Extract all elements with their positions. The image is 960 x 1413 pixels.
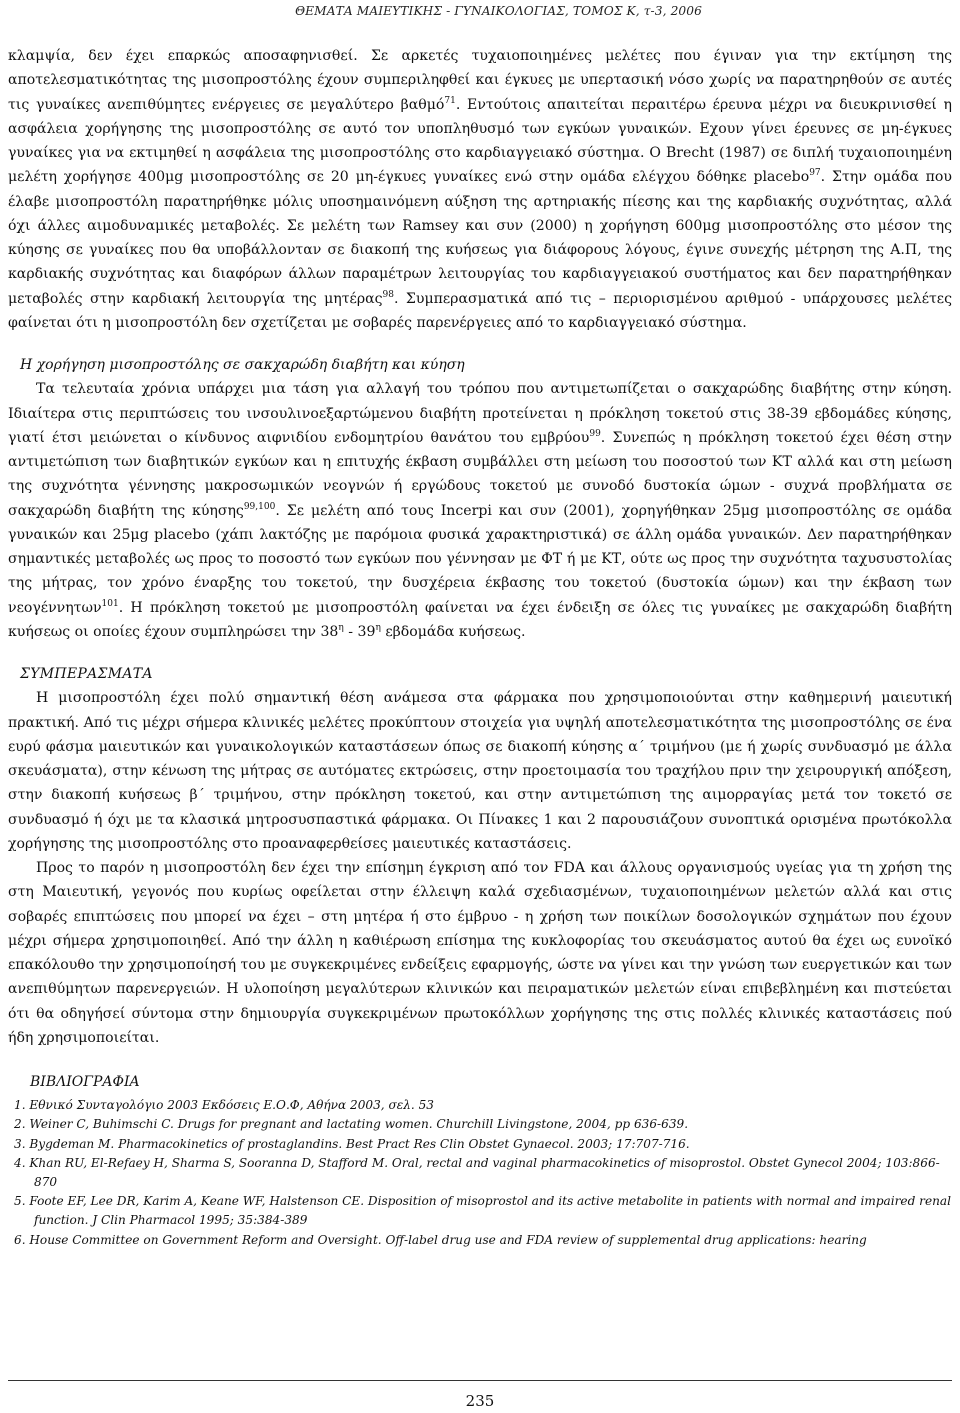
section-heading-diabetes: Η χορήγηση μισοπροστόλης σε σακχαρώδη διαβήτη και κύηση [20,357,465,373]
page-number: 235 [465,1392,495,1410]
running-header: ΘΕΜΑΤΑ ΜΑΙΕΥΤΙΚΗΣ - ΓΥΝΑΙΚΟΛΟΓΙΑΣ, ΤΟΜΟΣ Κ, τ-3, 2006 [295,4,702,18]
reference-item: 3. Bygdeman M. Pharmacokinetics of prostaglandins. Best Pract Res Clin Obstet Gynaecol. 2003; 17:707-716. [14,1136,690,1151]
reference-item: 4. Khan RU, El-Refaey H, Sharma S, Sooranna D, Stafford M. Oral, rectal and vaginal pharmacokinetics of misoprostol. Obstet Gynecol 2004; 103:866-870 [14,1155,940,1190]
text-run: κλαμψία, δεν έχει επαρκώς αποσαφηνισθεί. Σε αρκετές τυχαιοποιημένες μελέτες που έγιναν για την εκτίμηση της αποτελεσματικότητας της μισοπροστόλης έχουν συμπεριληφθεί και έγκυες με υπερτασική νόσο χωρίς να παρατηρηθούν σε αυτές τις γυναίκες ανεπιθύμητες ενέργειες σε μεγαλύτερο βαθμό [8,48,952,113]
text-run: . Στην ομάδα που έλαβε μισοπροστόλη παρατηρήθηκε μόλις υποσημαινόμενη αύξηση της αρτηριακής πίεσης και της καρδιακής συχνότητας, αλλά όχι άλλες αιμοδυναμικές μεταβολές. Σε μελέτη των Ramsey και συν (2000) η χορήγηση 600μg μισοπροστόλης στο μέσον της κύησης σε γυναίκες που θα υποβάλλονταν σε διακοπή της κυήσεως για διάφορους λόγους, έγινε συνεχής μέτρηση της Α.Π, της καρδιακής συχνότητας και διαφόρων άλλων παραμέτρων λειτουργίας του καρδιαγγειακού συστήματος και δεν παρατηρήθηκαν μεταβολές στην καρδιακή λειτουργία της μητέρας [8,169,952,307]
text-run: . Η πρόκληση τοκετού με μισοπροστόλη φαίνεται να έχει ένδειξη σε όλες τις γυναίκες με σακχαρώδη διαβήτη κυήσεως οι οποίες έχουν συμπληρώσει την 38 [8,599,952,640]
text-run: . Συμπερασματικά από τις – περιορισμένου αριθμού - υπάρχουσες μελέτες φαίνεται ότι η μισοπροστόλη δεν σχετίζεται με σοβαρές παρενέργειες από το καρδιαγγειακό σύστημα. [8,290,952,331]
citation-superscript: 99 [589,428,601,439]
footer-divider [8,1380,952,1381]
reference-item: 5. Foote EF, Lee DR, Karim A, Keane WF, Halstenson CE. Disposition of misoprostol and its active metabolite in patients with normal and impaired renal function. J Clin Pharmacol 1995; 35:384-389 [14,1194,951,1228]
citation-superscript: 71 [444,95,456,106]
text-run: . Εντούτοις απαιτείται περαιτέρω έρευνα μέχρι να διευκρινισθεί η ασφάλεια χορήγησης της μισοπροστόλης σε αυτό τον υποπληθυσμό των εγκύων γυναικών. Εχουν γίνει έρευνες σε μη-έγκυες γυναίκες για να εκτιμηθεί η ασφάλεια της μισοπροστόλης στο καρδιαγγειακό σύστημα. Ο Brecht (1987) σε διπλή τυχαιοποιημένη μελέτη χορήγησε 400μg μισοπροστόλης σε 20 μη-έγκυες γυναίκες ενώ στην ομάδα ελέγχου δόθηκε placebo [8,96,952,186]
citation-superscript: 99,100 [243,501,276,512]
text-run: - 39 [343,623,376,640]
reference-item: 2. Weiner C, Buhimschi C. Drugs for pregnant and lactating women. Churchill Livingstone, 2004, pp 636-639. [14,1117,689,1132]
text-run: . Συνεπώς η πρόκληση τοκετού έχει θέση στην αντιμετώπιση των διαβητικών εγκύων και η επιτυχής έκβαση συμβάλλει στη μείωση του ποσοστού των ΚΤ αλλά και στη μείωση της συχνότητα γέννησης μακροσωμικών νεογνών ή εργώδους τοκετού με συνοδό δυστοκία ώμων - συχνά προβλήματα σε σακχαρώδη διαβήτη της κύησης [8,429,952,519]
text-run: Τα τελευταία χρόνια υπάρχει μια τάση για αλλαγή του τρόπου που αντιμετωπίζεται ο σακχαρώδης διαβήτης στην κύηση. Ιδιαίτερα στις περιπτώσεις του ινσουλινοεξαρτώμενου διαβήτη προτείνεται η πρόκληση τοκετού στις 38-39 εβδομάδες κύησης, γιατί έτσι μειώνεται ο κίνδυνος αιφνιδίου ενδομητρίου θανάτου του εμβρύου [8,381,952,446]
reference-item: 1. Εθνικό Συνταγολόγιο 2003 Εκδόσεις Ε.Ο.Φ, Αθήνα 2003, σελ. 53 [14,1098,434,1113]
text-run: εβδομάδα κυήσεως. [380,623,526,640]
paragraph-diabetes [8,377,952,644]
paragraph-conclusions-2: Προς το παρόν η μισοπροστόλη δεν έχει την επίσημη έγκριση από τον FDA και άλλους οργανισμούς υγείας για τη χρήση της στη Μαιευτική, γεγονός που κυρίως οφείλεται στην έλλειψη καλά σχεδιασμένων, τυχαιοποιημένων μελετών αλλά και στις σοβαρές επιπτώσεις που μπορεί να έχει – στη μητέρα ή στο έμβρυο - η χρήση των ποικίλων δοσολογικών σχημάτων που έχουν μέχρι σήμερα χρησιμοποιηθεί. Από την άλλη η καθιέρωση επίσημα της κυκλοφορίας του σκευάσματος αυτού θα έχει ως ευνοϊκό επακόλουθο την χρησιμοποίησή του με συγκεκριμένες ενδείξεις εφαρμογής, ώστε να γίνει και την γνώση των ευεργετικών και των ανεπιθύμητων παρενεργειών. Η υλοποίηση μεγαλύτερων κλινικών και πειραματικών μελετών είναι επιβεβλημένη και πιστεύεται ότι θα οδηγήσεί σύντομα στην δημιουργία συγκεκριμένων πρωτοκόλλων χορήγησης της στις πολλές κλινικές καταστάσεις πού ήδη χρησιμοποιείται. [8,860,952,1046]
paragraph-conclusions-1: Η μισοπροστόλη έχει πολύ σημαντική θέση ανάμεσα στα φάρμακα που χρησιμοποιούνται στην καθημερινή μαιευτική πρακτική. Από τις μέχρι σήμερα κλινικές μελέτες προκύπτουν στοιχεία για υψηλή αποτελεσματικότητα της μισοπροστόλης σε ένα ευρύ φάσμα μαιευτικών και γυναικολογικών καταστάσεων όπως σε διακοπή κύησης α΄ τριμήνου (με ή χωρίς συνδυασμό με άλλα σκευάσματα), στην κένωση της μήτρας σε αυτόματες εκτρώσεις, στην προετοιμασία του τραχήλου πριν την χειρουργική απόξεση, στην διακοπή κυήσεως β΄ τριμήνου, στην πρόκληση τοκετού, και στην αντιμετώπιση της αιμορραγίας μετά τον τοκετό σε συνδυασμό ή όχι με τα κλασικά μητροσυσπαστικά φάρμακα. Οι Πίνακες 1 και 2 παρουσιάζουν συνοπτικά ορισμένα πρωτόκολλα χορήγησης της μισοπροστόλης στο προαναφερθείσες μαιευτικές καταστάσεις. [8,690,952,852]
article-body [8,44,952,1250]
citation-superscript: 97 [809,168,821,179]
citation-superscript: 98 [382,289,394,300]
paragraph-cardiovascular [8,44,952,335]
ordinal-superscript: η [375,622,381,633]
ordinal-superscript: η [338,622,344,633]
text-run: . Σε μελέτη από τους Incerpi και συν (2001), χορηγήθηκαν 25μg μισοπροστόλης σε ομάδα γυναικών και 25μg placebo (χάπι λακτόζης με παρόμοια φυσικά χαρακτηριστικά) σε άλλη ομάδα γυναικών. Δεν παρατηρήθηκαν σημαντικές μεταβολές ως προς το ποσοστό των εγκύων που γέννησαν με ΦΤ ή με ΚΤ, ούτε ως προς την συχνότητα ταχυσυστολίας της μήτρας, τον χρόνο έναρξης του τοκετού, την δυσχέρεια έκβασης του τοκετού (δυστοκία ώμων) και την έκβαση των νεογέννητων [8,502,952,616]
section-heading-conclusions: ΣΥΜΠΕΡΑΣΜΑΤΑ [20,666,153,682]
reference-item: 6. House Committee on Government Reform and Oversight. Off-label drug use and FDA review of supplemental drug applications: hearing [14,1232,867,1247]
citation-superscript: 101 [101,598,119,609]
reference-list [8,1096,952,1250]
references-heading: ΒΙΒΛΙΟΓΡΑΦΙΑ [30,1074,140,1090]
